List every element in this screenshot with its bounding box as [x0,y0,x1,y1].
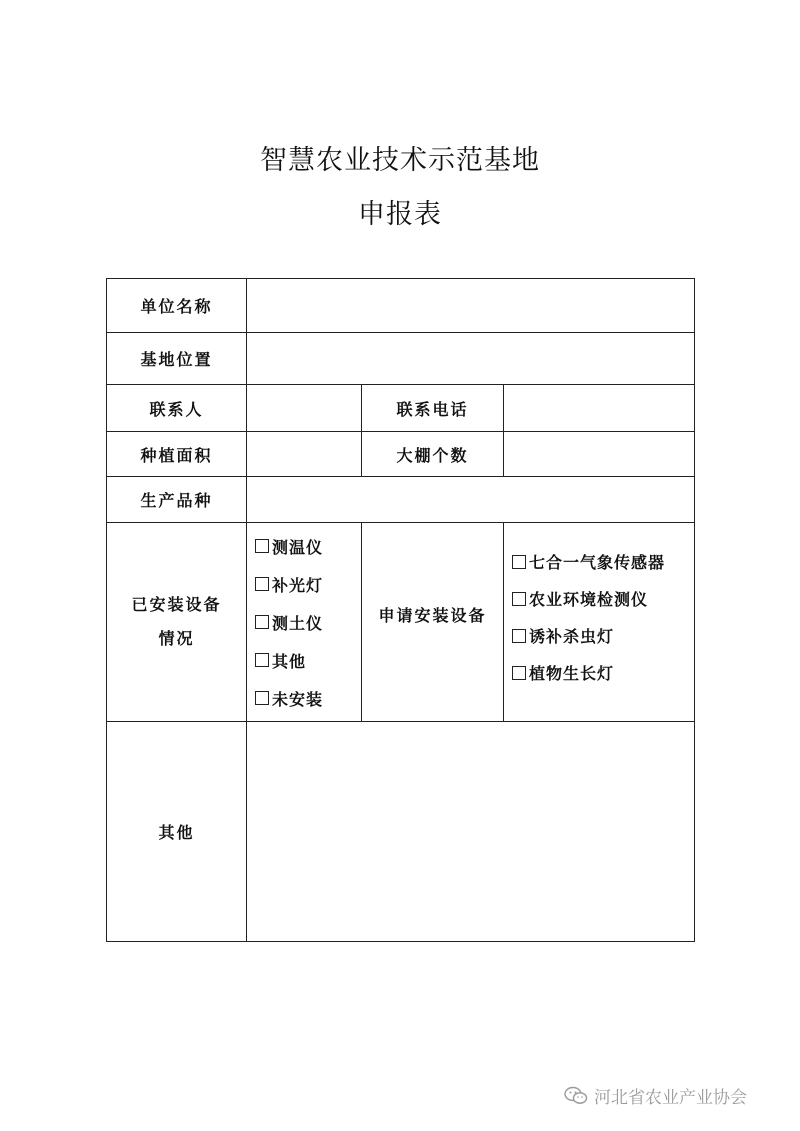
greenhouse-count-field[interactable] [504,432,695,477]
application-form [106,278,695,942]
planting-area-label: 种植面积 [107,432,247,477]
contact-field[interactable] [247,385,362,432]
installed-option[interactable] [255,527,361,565]
option-label: 测温仪 [272,537,324,557]
apply-option[interactable] [512,617,694,654]
row-unit-name [107,279,695,333]
option-label: 未安装 [272,689,324,709]
unit-name-label: 单位名称 [107,279,247,333]
installed-label-line1: 已安装设备 [131,595,222,614]
other-label: 其他 [107,722,247,942]
product-variety-field[interactable] [247,477,695,523]
contact-label: 联系人 [107,385,247,432]
installed-option[interactable] [255,641,361,679]
option-label: 农业环境检测仪 [529,590,649,609]
checkbox[interactable] [255,615,269,629]
row-other [107,722,695,942]
installed-option[interactable] [255,679,361,717]
row-base-location [107,333,695,385]
option-label: 测土仪 [272,613,324,633]
option-label: 诱补杀虫灯 [529,627,615,646]
option-label: 其他 [272,651,307,671]
installed-options-list [247,527,361,717]
apply-options-cell [504,523,695,722]
other-field[interactable] [247,722,695,942]
installed-equipment-label [107,523,247,722]
document-subtitle: 申报表 [358,199,442,230]
checkbox[interactable] [512,629,526,643]
product-variety-label: 生产品种 [107,477,247,523]
row-product [107,477,695,523]
unit-name-field[interactable] [247,279,695,333]
checkbox[interactable] [255,577,269,591]
wechat-icon [564,1086,588,1106]
checkbox[interactable] [255,539,269,553]
base-location-label: 基地位置 [107,333,247,385]
base-location-field[interactable] [247,333,695,385]
installed-option[interactable] [255,565,361,603]
checkbox[interactable] [255,653,269,667]
apply-option[interactable] [512,654,694,691]
apply-options-list [504,543,694,691]
apply-option[interactable] [512,580,694,617]
checkbox[interactable] [255,691,269,705]
greenhouse-count-label: 大棚个数 [362,432,504,477]
checkbox[interactable] [512,592,526,606]
phone-label: 联系电话 [362,385,504,432]
watermark-text: 河北省农业产业协会 [594,1088,747,1108]
checkbox[interactable] [512,555,526,569]
row-equipment [107,523,695,722]
installed-options-cell [247,523,362,722]
phone-field[interactable] [504,385,695,432]
document-title: 智慧农业技术示范基地 [260,145,540,176]
installed-option[interactable] [255,603,361,641]
option-label: 植物生长灯 [529,664,615,683]
apply-equipment-label: 申请安装设备 [362,523,504,722]
installed-label-line2: 情况 [158,629,195,648]
row-contact [107,385,695,432]
option-label: 七合一气象传感器 [529,553,666,572]
checkbox[interactable] [512,666,526,680]
row-area [107,432,695,477]
watermark [564,1083,747,1108]
planting-area-field[interactable] [247,432,362,477]
apply-option[interactable] [512,543,694,580]
option-label: 补光灯 [272,575,324,595]
